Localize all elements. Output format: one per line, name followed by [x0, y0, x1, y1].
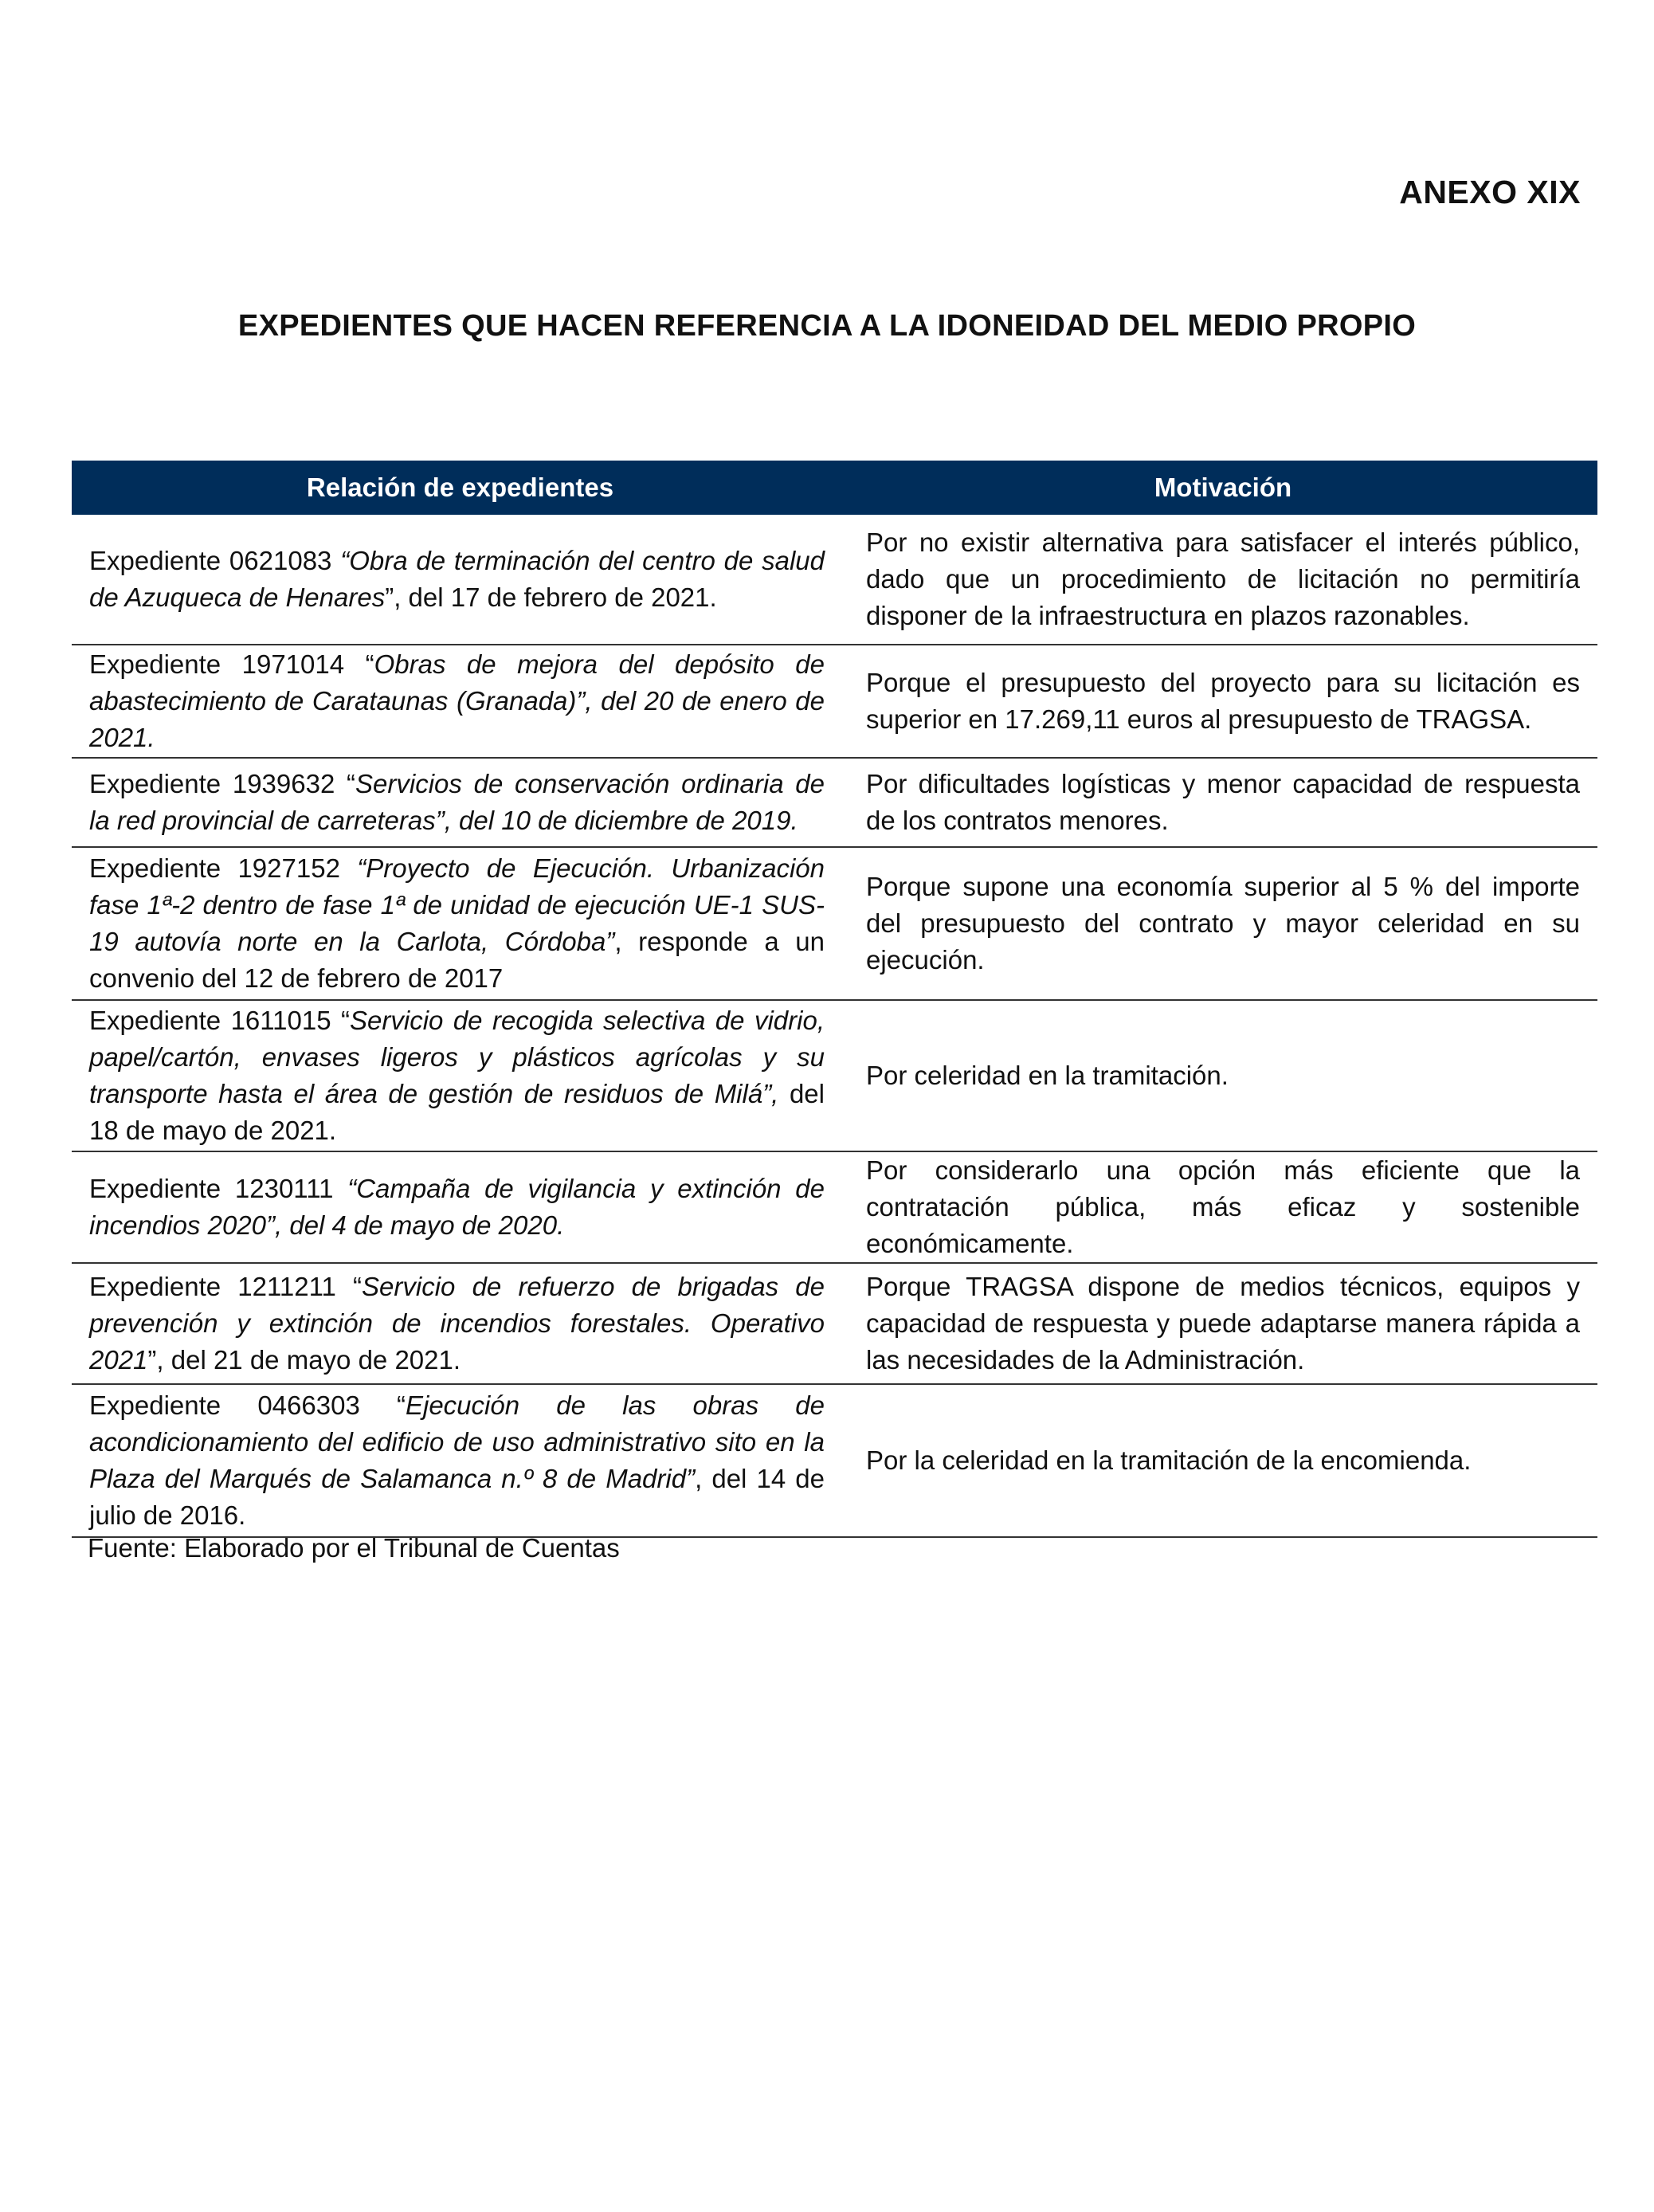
expediente-number: Expediente 1211211 “ — [89, 1272, 363, 1301]
expediente-number: Expediente 1611015 “ — [89, 1006, 351, 1035]
expediente-date: , responde a un convenio del 12 de febrero de 2017 — [89, 927, 825, 993]
expediente-cell — [72, 645, 849, 758]
annex-label: ANEXO XIX — [1399, 174, 1581, 210]
expediente-number: Expediente 0621083 — [89, 546, 341, 575]
motivation-cell: Por no existir alternativa para satisfacer el interés público, dado que un procedimiento de licitación no permitiría disponer de la infraestructura en plazos razonables. — [849, 515, 1597, 645]
table-row — [72, 1151, 1597, 1263]
table-row — [72, 758, 1597, 847]
expediente-number: Expediente 1939632 “ — [89, 769, 356, 798]
column-header-expedientes: Relación de expedientes — [72, 461, 849, 515]
expediente-date: del 18 de mayo de 2021. — [89, 1079, 825, 1145]
expediente-number: Expediente 1230111 — [89, 1174, 348, 1203]
table-row — [72, 1263, 1597, 1384]
expediente-date: , del 14 de julio de 2016. — [89, 1464, 825, 1530]
document-title: EXPEDIENTES QUE HACEN REFERENCIA A LA IDONEIDAD DEL MEDIO PROPIO — [237, 309, 1417, 343]
expediente-number: Expediente 1971014 “ — [89, 649, 374, 679]
expedientes-table — [72, 461, 1597, 1538]
table-row — [72, 515, 1597, 645]
motivation-cell: Porque TRAGSA dispone de medios técnicos, equipos y capacidad de respuesta y puede adaptarse manera rápida a las necesidades de la Administración. — [849, 1263, 1597, 1384]
expediente-title: “Obra de terminación del centro de salud de Azuqueca de Henares — [89, 546, 825, 612]
motivation-cell: Por la celeridad en la tramitación de la encomienda. — [849, 1384, 1597, 1537]
expediente-title: Obras de mejora del depósito de abastecimiento de Carataunas (Granada)”, del 20 de enero de 2021. — [89, 649, 825, 752]
expediente-cell — [72, 1151, 849, 1263]
expediente-title: Ejecución de las obras de acondicionamiento del edificio de uso administrativo sito en la Plaza del Marqués de Salamanca n.º 8 de Madrid” — [89, 1390, 825, 1493]
expediente-cell — [72, 847, 849, 1000]
expediente-cell — [72, 758, 849, 847]
expediente-cell — [72, 515, 849, 645]
table-row — [72, 645, 1597, 758]
source-note: Fuente: Elaborado por el Tribunal de Cuentas — [88, 1533, 620, 1563]
motivation-cell: Por dificultades logísticas y menor capacidad de respuesta de los contratos menores. — [849, 758, 1597, 847]
expediente-cell — [72, 1263, 849, 1384]
table-row — [72, 1000, 1597, 1151]
table-row — [72, 847, 1597, 1000]
expediente-title: Servicio de recogida selectiva de vidrio, papel/cartón, envases ligeros y plásticos agrícolas y su transporte hasta el área de gestión de residuos de Milá”, — [89, 1006, 825, 1108]
expediente-date: ”, del 17 de febrero de 2021. — [385, 582, 717, 612]
motivation-cell: Por celeridad en la tramitación. — [849, 1000, 1597, 1151]
expediente-cell — [72, 1384, 849, 1537]
expediente-cell — [72, 1000, 849, 1151]
expediente-title: Servicio de refuerzo de brigadas de prevención y extinción de incendios forestales. Operativo 2021 — [89, 1272, 825, 1375]
motivation-cell: Porque supone una economía superior al 5 % del importe del presupuesto del contrato y mayor celeridad en su ejecución. — [849, 847, 1597, 1000]
expediente-number: Expediente 0466303 “ — [89, 1390, 406, 1420]
motivation-cell: Por considerarlo una opción más eficiente que la contratación pública, más eficaz y sostenible económicamente. — [849, 1151, 1597, 1263]
expediente-date: ”, del 21 de mayo de 2021. — [147, 1345, 461, 1375]
expediente-number: Expediente 1927152 — [89, 853, 358, 883]
table-header-row — [72, 461, 1597, 515]
motivation-cell: Porque el presupuesto del proyecto para su licitación es superior en 17.269,11 euros al presupuesto de TRAGSA. — [849, 645, 1597, 758]
table-row — [72, 1384, 1597, 1537]
expediente-title: Servicios de conservación ordinaria de la red provincial de carreteras”, del 10 de diciembre de 2019. — [89, 769, 825, 835]
expediente-title: “Proyecto de Ejecución. Urbanización fase 1ª-2 dentro de fase 1ª de unidad de ejecución UE-1 SUS-19 autovía norte en la Carlota, Córdoba” — [89, 853, 825, 956]
expediente-title: “Campaña de vigilancia y extinción de incendios 2020”, del 4 de mayo de 2020. — [89, 1174, 825, 1240]
column-header-motivacion: Motivación — [849, 461, 1597, 515]
